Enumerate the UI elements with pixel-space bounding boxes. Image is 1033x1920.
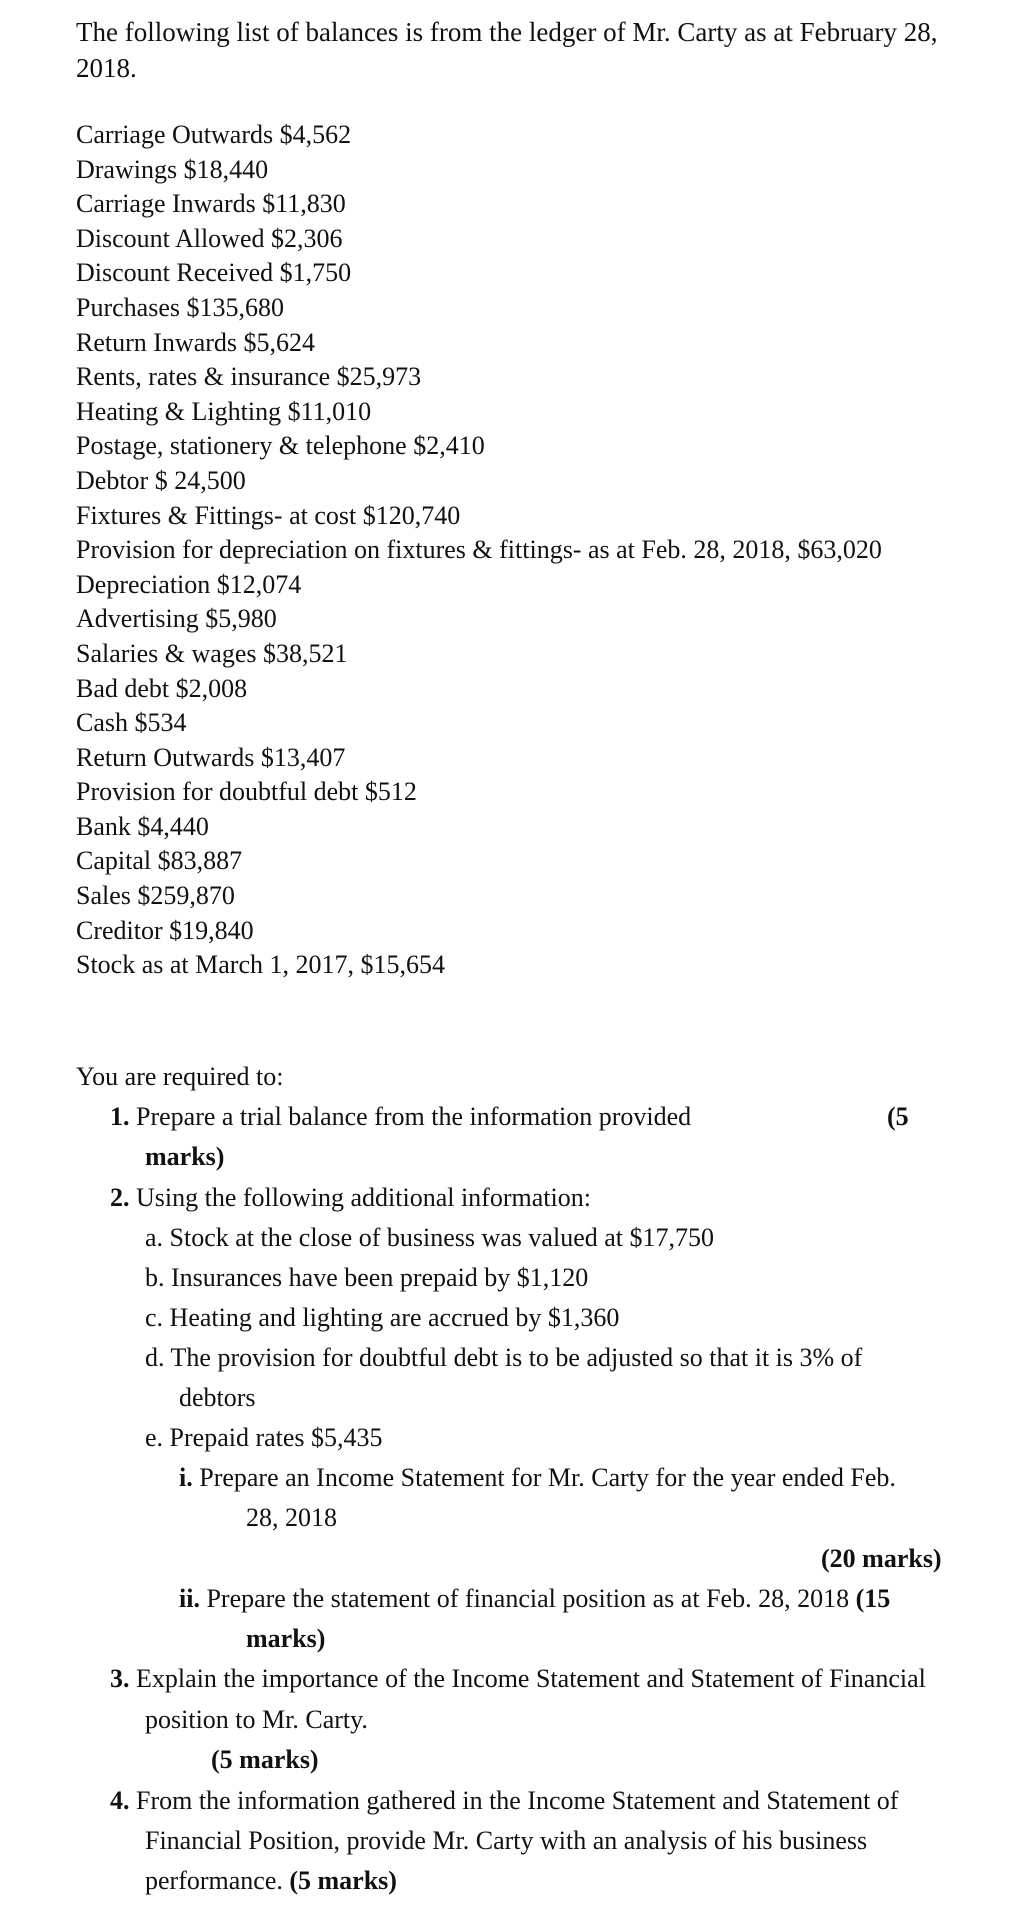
question-4-number: 4. xyxy=(110,1786,130,1815)
balance-item: Bad debt $2,008 xyxy=(76,673,248,703)
question-2-sub-ii-number: ii. xyxy=(179,1584,200,1613)
balance-item: Stock as at March 1, 2017, $15,654 xyxy=(76,950,446,980)
balance-item: Provision for doubtful debt $512 xyxy=(76,777,417,807)
balance-item: Debtor $ 24,500 xyxy=(76,465,246,495)
balance-item: Discount Allowed $2,306 xyxy=(76,223,343,253)
balance-item: Carriage Inwards $11,830 xyxy=(76,189,346,219)
question-2 xyxy=(110,1183,591,1213)
intro-line-2: 2018. xyxy=(76,53,137,83)
question-4 xyxy=(110,1786,898,1816)
question-2-item-d-cont: debtors xyxy=(179,1383,256,1412)
question-1-marks-open: (5 xyxy=(887,1102,909,1131)
balance-item: Return Inwards $5,624 xyxy=(76,327,316,357)
question-2-sub-ii xyxy=(179,1584,890,1614)
question-4-text: From the information gathered in the Income Statement and Statement of xyxy=(136,1786,899,1815)
question-1 xyxy=(110,1102,691,1132)
question-3-number: 3. xyxy=(110,1664,130,1693)
question-4-marks: (5 marks) xyxy=(289,1866,397,1895)
balance-item: Salaries & wages $38,521 xyxy=(76,638,348,668)
question-2-sub-i-cont: 28, 2018 xyxy=(246,1503,337,1532)
question-4-cont-2 xyxy=(145,1866,397,1896)
question-2-sub-i-number: i. xyxy=(179,1463,193,1492)
question-2-sub-ii-marks-close: marks) xyxy=(246,1624,326,1653)
balance-item: Rents, rates & insurance $25,973 xyxy=(76,362,422,392)
balance-item: Carriage Outwards $4,562 xyxy=(76,120,352,149)
question-2-sub-i xyxy=(179,1463,896,1493)
balance-item: Heating & Lighting $11,010 xyxy=(76,396,372,426)
question-3-marks: (5 marks) xyxy=(211,1745,319,1774)
balance-item: Postage, stationery & telephone $2,410 xyxy=(76,431,485,461)
question-2-sub-i-marks: (20 marks) xyxy=(821,1544,942,1573)
question-3-text: Explain the importance of the Income Statement and Statement of Financial xyxy=(136,1664,926,1693)
question-2-sub-ii-marks-open: (15 xyxy=(855,1584,891,1613)
question-2-item-b: b. Insurances have been prepaid by $1,120 xyxy=(145,1263,589,1292)
intro-paragraph xyxy=(76,14,976,86)
balance-item: Drawings $18,440 xyxy=(76,154,269,184)
question-2-item-a: a. Stock at the close of business was valued at $17,750 xyxy=(145,1223,714,1252)
question-2-item-d: d. The provision for doubtful debt is to be adjusted so that it is 3% of xyxy=(145,1343,863,1372)
question-2-sub-i-text: Prepare an Income Statement for Mr. Carty for the year ended Feb. xyxy=(199,1463,896,1492)
balances-list xyxy=(76,118,1016,983)
balance-item: Advertising $5,980 xyxy=(76,604,277,634)
question-2-item-c: c. Heating and lighting are accrued by $1,360 xyxy=(145,1303,620,1332)
question-1-text: Prepare a trial balance from the information provided xyxy=(136,1102,692,1131)
question-4-cont: Financial Position, provide Mr. Carty with an analysis of his business xyxy=(145,1826,868,1855)
balance-item: Purchases $135,680 xyxy=(76,292,284,322)
question-2-item-e: e. Prepaid rates $5,435 xyxy=(145,1423,383,1452)
question-3 xyxy=(110,1664,926,1694)
question-2-number: 2. xyxy=(110,1183,130,1212)
question-3-cont: position to Mr. Carty. xyxy=(145,1705,368,1734)
question-1-marks-close: marks) xyxy=(145,1142,225,1171)
balance-item: Discount Received $1,750 xyxy=(76,258,352,288)
balance-item: Bank $4,440 xyxy=(76,811,209,841)
balance-item: Return Outwards $13,407 xyxy=(76,742,346,772)
question-1-number: 1. xyxy=(110,1102,130,1131)
balance-item: Fixtures & Fittings- at cost $120,740 xyxy=(76,500,461,530)
intro-full-text xyxy=(0,0,1,1)
balance-item: Provision for depreciation on fixtures & fittings- as at Feb. 28, 2018, $63,020 xyxy=(76,535,882,565)
question-2-sub-ii-text: Prepare the statement of financial position as at Feb. 28, 2018 xyxy=(206,1584,850,1613)
balance-item: Sales $259,870 xyxy=(76,881,235,911)
question-4-text-end: performance. xyxy=(145,1866,283,1895)
balance-item: Capital $83,887 xyxy=(76,846,243,876)
question-2-text: Using the following additional information: xyxy=(136,1183,591,1212)
requirements-intro: You are required to: xyxy=(76,1062,284,1091)
intro-line-1: The following list of balances is from the ledger of Mr. Carty as at February 28, xyxy=(76,17,938,47)
balance-item: Creditor $19,840 xyxy=(76,915,254,945)
balance-item: Depreciation $12,074 xyxy=(76,569,302,599)
balance-item: Cash $534 xyxy=(76,708,187,738)
